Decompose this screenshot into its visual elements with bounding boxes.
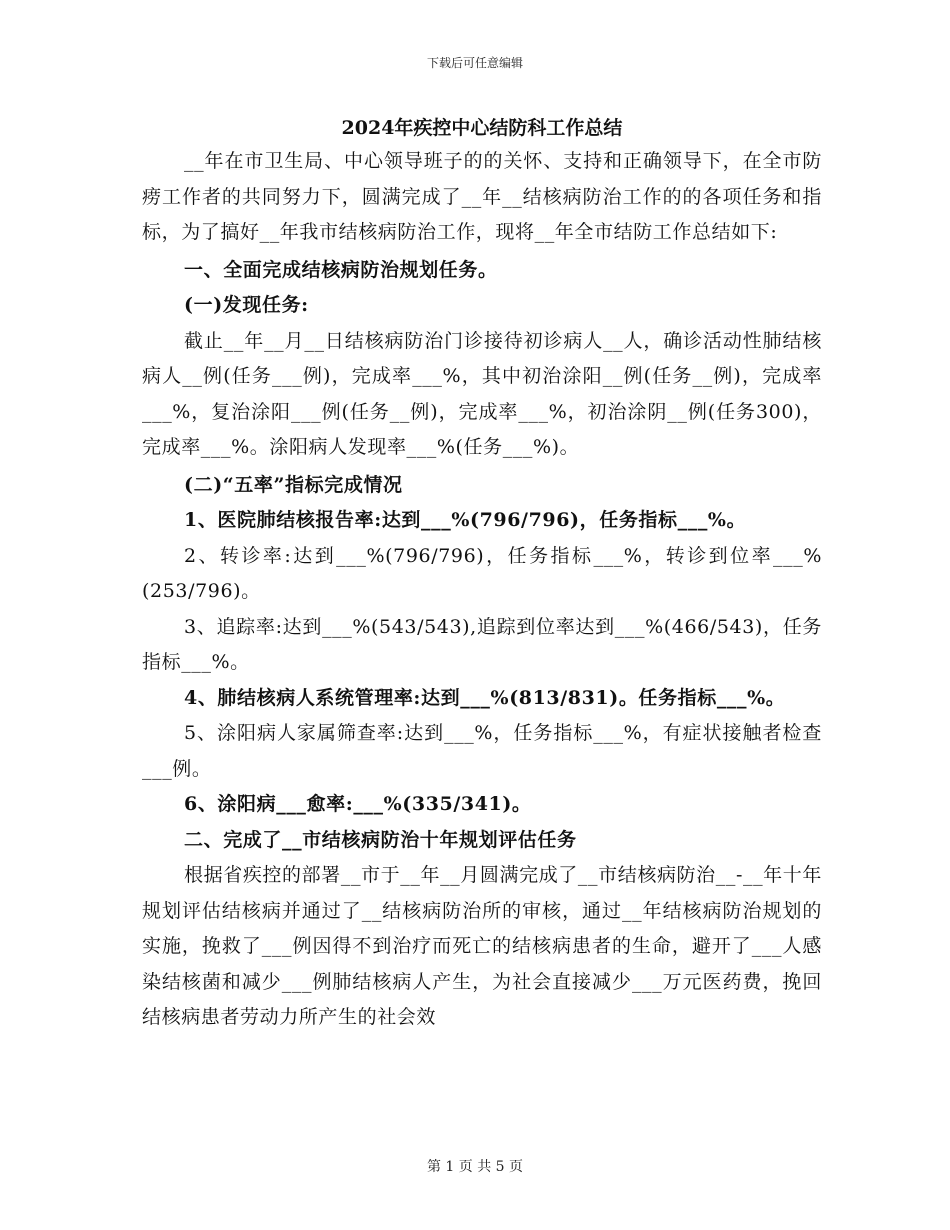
page-number: 第 1 页 共 5 页 bbox=[426, 1159, 524, 1175]
evaluation-paragraph: 根据省疾控的部署__市于__年__月圆满完成了__市结核病防治__-__年十年规划评估结核病并通过了__结核病防治所的审核，通过__年结核病防治规划的实施，挽救了___例因得不到治疗而死亡的结核病患者的生命，避开了___人感染结核菌和减少___例肺结核病人产生，为社会直接减少___万元医药费，挽回结核病患者劳动力所产生的社会效 bbox=[142, 864, 822, 1028]
rate-item-1: 1、医院肺结核报告率:达到___%(796/796)，任务指标___%。 bbox=[184, 509, 747, 531]
rate-item-3: 3、追踪率:达到___%(543/543),追踪到位率达到___%(466/543)，任务指标___%。 bbox=[142, 615, 822, 673]
section-heading-2: 二、完成了__市结核病防治十年规划评估任务 bbox=[184, 828, 577, 851]
rate-item-4: 4、肺结核病人系统管理率:达到___%(813/831)。任务指标___%。 bbox=[184, 686, 786, 709]
rate-item-2: 2、转诊率:达到___%(796/796)，任务指标___%，转诊到位率___%(253/796)。 bbox=[142, 544, 822, 602]
section-heading-1: 一、全面完成结核病防治规划任务。 bbox=[184, 258, 498, 281]
subsection-heading-discovery: (一)发现任务: bbox=[184, 294, 309, 316]
document-body bbox=[142, 112, 822, 1036]
subsection-heading-five-rates: (二)“五率”指标完成情况 bbox=[184, 473, 403, 496]
document-title: 2024年疾控中心结防科工作总结 bbox=[341, 117, 623, 139]
discovery-paragraph: 截止__年__月__日结核病防治门诊接待初诊病人__人，确诊活动性肺结核病人__例(任务___例)，完成率___%，其中初治涂阳__例(任务__例)，完成率___%，复治涂阳___例(任务__例)，完成率___%，初治涂阴__例(任务300)，完成率___%。涂阳病人发现率___%(任务___%)。 bbox=[142, 329, 822, 458]
page-header-note: 下载后可任意编辑 bbox=[426, 56, 523, 70]
rate-item-5: 5、涂阳病人家属筛查率:达到___%，任务指标___%，有症状接触者检查___例。 bbox=[142, 722, 822, 780]
rate-item-6: 6、涂阳病___愈率:___%(335/341)。 bbox=[184, 793, 532, 815]
intro-paragraph: __年在市卫生局、中心领导班子的的关怀、支持和正确领导下，在全市防痨工作者的共同努力下，圆满完成了__年__结核病防治工作的的各项任务和指标，为了搞好__年我市结核病防治工作，现将__年全市结防工作总结如下: bbox=[142, 150, 822, 243]
